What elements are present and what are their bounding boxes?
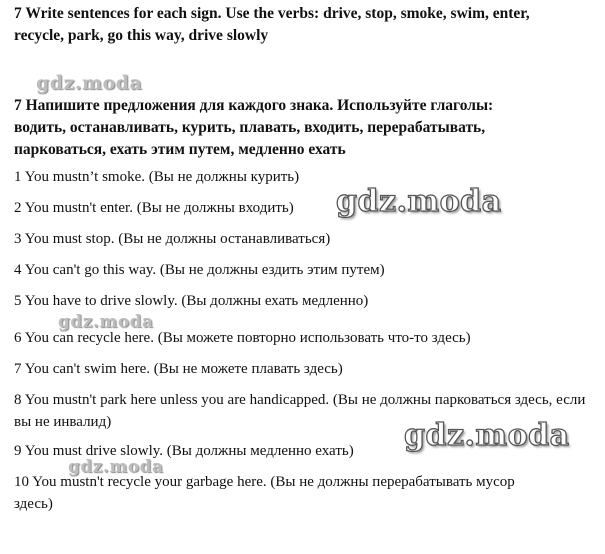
exercise-title-ru-line-2: водить, останавливать, курить, плавать, входить, перерабатывать, [14,119,486,136]
watermark-logo: gdz.moda [58,312,154,332]
exercise-title-ru-line-3: парковаться, ехать этим путем, медленно ехать [14,141,346,158]
watermark-logo: gdz.moda [36,72,143,94]
watermark-logo: gdz.moda [404,418,570,453]
answer-item-2: 2 You mustn't enter. (Вы не должны входить) [14,200,294,216]
answer-item-10: 10 You mustn't recycle your garbage here. (Вы не должны перерабатывать мусор здесь) [14,474,515,512]
exercise-title-ru-line-1: 7 Напишите предложения для каждого знака. Используйте глаголы: [14,97,494,114]
answer-item-8: 8 You mustn't park here unless you are handicapped. (Вы не должны парковаться здесь, если вы не инвалид) [14,392,586,430]
answer-item-6: 6 You can recycle here. (Вы можете повторно использовать что-то здесь) [14,330,471,346]
watermark-logo: gdz.moda [68,457,164,477]
answer-item-5: 5 You have to drive slowly. (Вы должны ехать медленно) [14,293,369,309]
watermark-logo: gdz.moda [336,184,502,219]
exercise-title-en-line-2: recycle, park, go this way, drive slowly [14,27,269,44]
answer-item-9: 9 You must drive slowly. (Вы должны медленно ехать) [14,443,354,459]
answer-item-7: 7 You can't swim here. (Вы не можете плавать здесь) [14,361,343,377]
answer-item-3: 3 You must stop. (Вы не должны останавливаться) [14,231,331,247]
exercise-title-en-line-1: 7 Write sentences for each sign. Use the verbs: drive, stop, smoke, swim, enter, [14,5,530,22]
answer-item-4: 4 You can't go this way. (Вы не должны ездить этим путем) [14,262,385,278]
answer-item-1: 1 You mustn’t smoke. (Вы не должны курить) [14,169,300,185]
